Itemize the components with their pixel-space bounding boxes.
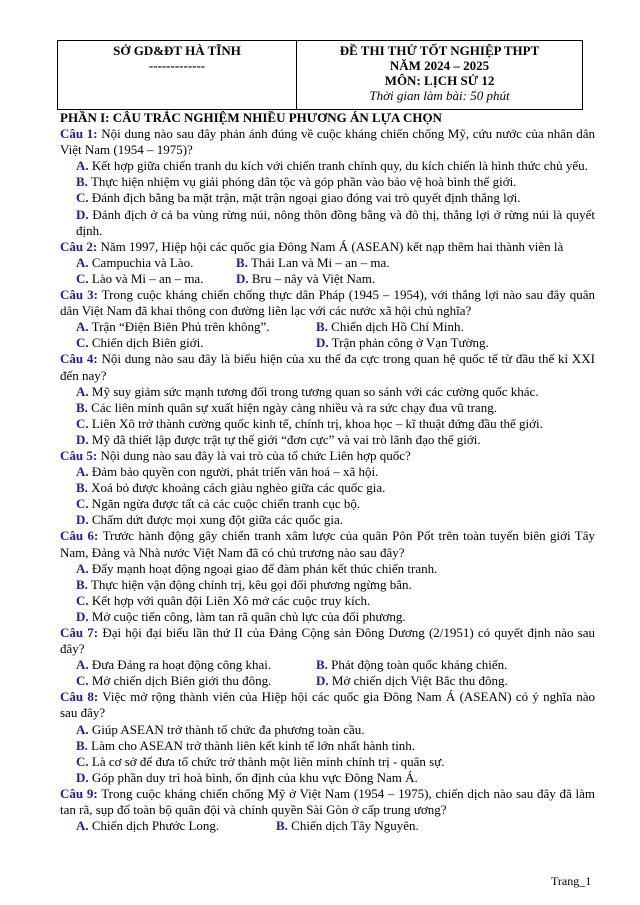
answer-option [60,770,595,786]
answer-option [316,335,489,351]
option-letter: A. [76,383,89,399]
option-letter: C. [76,753,89,769]
answer-option [236,255,390,271]
answer-row [60,818,595,834]
answer-option [76,818,276,834]
option-text: Bru – nây và Việt Nam. [251,270,376,286]
question [60,786,595,818]
answer-option [76,657,316,673]
option-text: Đánh địch bằng ba mặt trận, mặt trận ngoại giao đóng vai trò quyết định thắng lợi. [91,190,521,206]
option-text: Mở cuộc tiến công, làm tan rã quân chủ lực của đối phương. [91,608,406,624]
question-label: Câu 5: [60,447,98,463]
option-letter: A. [76,818,89,834]
answer-option [76,255,236,271]
option-letter: D. [76,206,89,222]
answer-row [60,271,595,287]
option-text: Chiến dịch Phước Long. [91,818,220,834]
option-letter: D. [76,608,89,624]
exam-year: NĂM 2024 – 2025 [389,58,490,73]
answer-row [60,673,595,689]
option-text: Trận phản công ở Vạn Tường. [331,335,489,351]
answer-option [60,480,595,496]
answer-option [76,335,316,351]
header-left [58,41,297,110]
question-text: Việc mở rộng thành viên của Hiệp hội các quốc gia Đông Nam Á (ASEAN) có ý nghĩa nào sau đây? [60,689,596,721]
question-label: Câu 1: [60,126,98,142]
answer-row [60,657,595,673]
question-text: Trong cuộc kháng chiến chống Mỹ ở Việt Nam (1954 – 1975), chiến dịch nào sau đây đã làm tan rã, sụp đổ toàn bộ quân đội và chính quyền Sài Gòn ở cấp trung ương? [60,785,595,818]
option-text: Lào và Mi – an – ma. [91,270,204,286]
option-letter: D. [76,512,89,528]
header-table [57,40,583,110]
option-letter: B. [316,319,328,335]
answer-option [276,818,419,834]
answer-option [60,207,595,239]
option-text: Trận “Điện Biên Phủ trên không”. [91,319,270,335]
question [60,287,595,319]
option-text: Kết hợp giữa chiến tranh du kích với chiến tranh chính quy, du kích chiến là hình thức chủ yếu. [91,158,588,174]
option-text: Campuchia và Lào. [91,254,194,270]
option-text: Chiến dịch Hồ Chí Minh. [331,319,464,335]
option-letter: B. [316,657,328,673]
question-label: Câu 6: [60,528,99,544]
option-letter: C. [76,496,89,512]
question [60,351,595,383]
option-text: Đẩy mạnh hoạt động ngoại giao để đàm phán kết thúc chiến tranh. [91,560,438,576]
question-text: Nội dung nào sau đây là vai trò của tổ chức Liên hợp quốc? [100,447,411,463]
answer-option [60,577,595,593]
option-letter: B. [76,399,88,415]
exam-duration: Thời gian làm bài: 50 phút [369,88,510,103]
exam-title: ĐỀ THI THỬ TỐT NGHIỆP THPT [339,43,540,58]
answer-option [60,174,595,190]
answer-option [60,464,595,480]
answer-option [60,561,595,577]
option-letter: B. [76,737,88,753]
option-text: Góp phần duy trì hoà bình, ổn định của khu vực Đông Nam Á. [91,769,418,785]
option-text: Làm cho ASEAN trở thành liên kết kinh tế lớn nhất hành tinh. [91,737,416,753]
option-text: Chiến dịch Tây Nguyên. [291,818,419,834]
option-text: Phát động toàn quốc kháng chiến. [331,657,508,673]
option-text: Các liên minh quân sự xuất hiện ngày càng nhiều và ra sức chạy đua vũ trang. [91,399,497,415]
option-text: Là cơ sở để đưa tổ chức trở thành một liên minh chính trị - quân sự. [91,753,445,769]
option-text: Thực hiện nhiệm vụ giải phóng dân tộc và góp phần vào bảo vệ hoà bình thế giới. [90,174,517,190]
option-letter: A. [76,158,89,174]
option-letter: C. [76,270,89,286]
exam-subject: MÔN: LỊCH SỬ 12 [384,73,495,88]
answer-option [316,319,464,335]
exam-content [60,110,595,834]
question [60,239,595,255]
option-letter: B. [76,174,88,190]
option-letter: A. [76,721,89,737]
section-title: PHẦN I: CÂU TRẮC NGHIỆM NHIỀU PHƯƠNG ÁN LỰA CHỌN [60,110,442,125]
answer-option [60,400,595,416]
option-letter: D. [316,673,329,689]
option-text: Mở chiến dịch Biên giới thu đông. [91,673,272,689]
option-letter: B. [76,576,88,592]
option-letter: A. [76,464,89,480]
answer-row [60,335,595,351]
option-text: Đảm bảo quyền con người, phát triển văn hoá – xã hội. [91,464,379,480]
option-letter: D. [236,270,249,286]
option-text: Chấm dứt được mọi xung đột giữa các quốc gia. [91,512,344,528]
answer-option [60,496,595,512]
option-letter: D. [76,769,89,785]
answer-option [60,158,595,174]
option-text: Thực hiện vận động chính trị, kêu gọi đối phương ngừng bắn. [90,576,412,592]
answer-row [60,255,595,271]
answer-option [60,754,595,770]
question-text: Nội dung nào sau đây phản ánh đúng về cuộc kháng chiến chống Mỹ, cứu nước của nhân dân Việt Nam (1954 – 1975)? [60,126,595,158]
answer-option [60,738,595,754]
answer-option [60,384,595,400]
answer-option [60,512,595,528]
option-letter: B. [76,480,88,496]
option-letter: C. [76,190,89,206]
question-label: Câu 8: [60,689,99,705]
option-text: Kết hợp với quân đội Liên Xô mở các cuộc truy kích. [91,592,371,608]
option-letter: A. [76,560,89,576]
option-letter: D. [76,431,89,447]
divider-dashes: ------------- [148,58,206,73]
option-letter: A. [76,254,89,270]
option-text: Mỹ đã thiết lập được trật tự thế giới “đơn cực” và vai trò lãnh đạo thế giới. [91,431,481,447]
question [60,448,595,464]
option-letter: C. [76,592,89,608]
question-text: Đại hội đại biểu lần thứ II của Đảng Cộng sản Đông Dương (2/1951) có quyết định nào sau đây? [60,625,596,657]
question [60,689,595,721]
option-text: Đánh địch ở cả ba vùng rừng núi, nông thôn đồng bằng và đô thị, thắng lợi ở rừng núi là quyết định. [76,206,595,238]
question-text: Năm 1997, Hiệp hội các quốc gia Đông Nam Á (ASEAN) kết nạp thêm hai thành viên là [100,238,564,254]
question-text: Trong cuộc kháng chiến chống thực dân Pháp (1945 – 1954), với thắng lợi nào sau đây quân dân Việt Nam đã khai thông con đường liên lạc với các nước xã hội chủ nghĩa? [60,287,595,319]
option-text: Đưa Đảng ra hoạt động công khai. [91,657,272,673]
question-text: Trước hành động gây chiến tranh xâm lược của quân Pôn Pốt trên toàn tuyến biên giới Tây Nam, Đảng và Nhà nước Việt Nam đã có chủ trương nào sau đây? [60,528,596,560]
department-name: SỞ GD&ĐT HÀ TĨNH [113,43,241,58]
answer-option [76,673,316,689]
option-text: Mỹ suy giảm sức mạnh tương đối trong tương quan so sánh với các cường quốc khác. [91,383,539,399]
question-label: Câu 7: [60,625,99,640]
question-label: Câu 4: [60,351,98,367]
question-text: Nội dung nào sau đây là biểu hiện của xu thế đa cực trong quan hệ quốc tế từ đầu thế kỉ XXI đến nay? [60,351,596,383]
answer-option [60,190,595,206]
question [60,528,595,560]
answer-option [60,593,595,609]
option-text: Ngăn ngừa được tất cả các cuộc chiến tranh cục bộ. [91,496,361,512]
option-text: Giúp ASEAN trở thành tổ chức đa phương toàn cầu. [91,721,365,737]
question-label: Câu 3: [60,287,98,303]
answer-option [316,673,508,689]
answer-option [60,416,595,432]
answer-option [236,271,375,287]
question-label: Câu 9: [60,785,98,801]
option-letter: C. [76,415,89,431]
question [60,625,595,657]
option-letter: B. [276,818,288,834]
option-letter: A. [76,319,89,335]
header-right [297,41,583,110]
answer-option [60,609,595,625]
option-text: Chiến dịch Biên giới. [91,335,204,351]
question [60,126,595,158]
option-text: Thái Lan và Mi – an – ma. [250,254,390,270]
answer-option [60,722,595,738]
option-letter: D. [316,335,329,351]
answer-option [60,432,595,448]
option-letter: C. [76,673,89,689]
question-label: Câu 2: [60,238,98,254]
option-letter: B. [236,254,248,270]
option-text: Xoá bỏ được khoảng cách giàu nghèo giữa các quốc gia. [91,480,386,496]
answer-option [76,271,236,287]
option-text: Mở chiến dịch Việt Bắc thu đông. [331,673,508,689]
option-letter: C. [76,335,89,351]
page-number: Trang_1 [551,874,592,888]
answer-row [60,319,595,335]
option-letter: A. [76,657,89,673]
answer-option [316,657,507,673]
option-text: Liên Xô trở thành cường quốc kinh tế, chính trị, khoa học – kĩ thuật đứng đầu thế giới. [91,415,543,431]
answer-option [76,319,316,335]
